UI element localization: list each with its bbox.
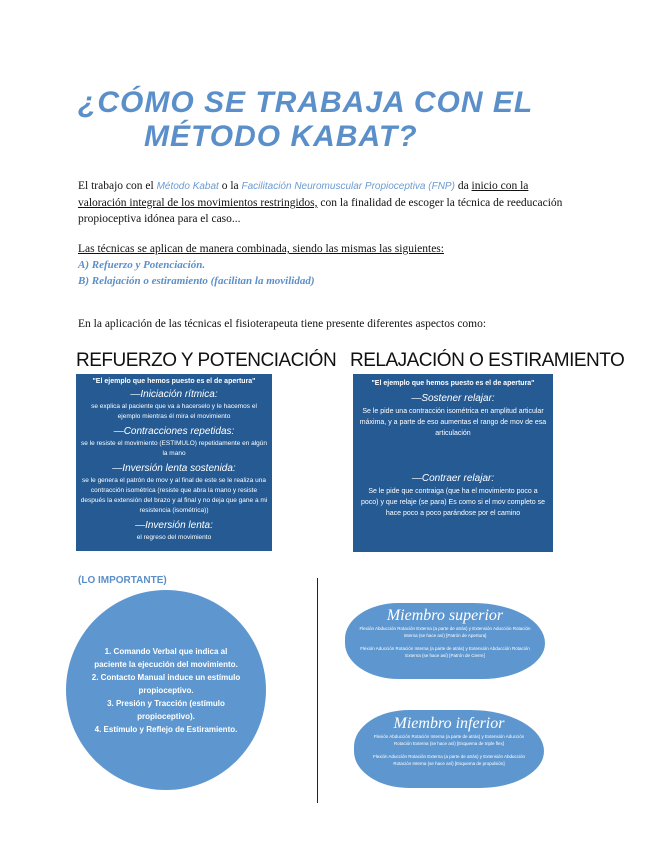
left-panel xyxy=(76,374,272,551)
intro-text-5: da xyxy=(454,180,472,192)
left-sub-4: — Inversión lenta: xyxy=(80,520,268,531)
intro-text-3: o la xyxy=(218,180,242,192)
important-title: (LO IMPORTANTE) xyxy=(78,575,167,586)
method-name: Método Kabat xyxy=(156,181,219,192)
left-sub-2: — Contracciones repetidas: xyxy=(80,426,268,437)
techniques-block xyxy=(78,241,568,289)
important-item: 4. Estímulo y Reflejo de Estiramiento. xyxy=(94,724,238,734)
lower-limb-line-2: Flexión Aducción Rotación Externa (a parte de atrás) y Extensión Abducción Rotación Interna (se hace así) [Esquema de propulsión] xyxy=(372,754,526,766)
lower-limb-line-1: Flexión Abducción Rotación Interna (a parte de atrás) y Extensión Aducción Rotación Externa (se hace así) [Esquema de triple flex] xyxy=(373,734,525,746)
techniques-lead: Las técnicas se aplican de manera combinada, siendo las mismas las siguientes: xyxy=(78,243,444,255)
upper-limb-line-2: Flexión Aducción Rotación Interna (a parte de atrás) y Extensión Abducción Rotación Externa (se hace así) [Patrón de Cierre] xyxy=(360,646,530,658)
important-circle xyxy=(66,590,266,790)
left-sub-3: — Inversión lenta sostenida: xyxy=(80,463,268,474)
right-sub-1: — Sostener relajar: xyxy=(359,393,547,404)
right-text-1: Se le pide una contracción isométrica en amplitud articular máxima, y a parte de eso aumentas el rango de mov de esa articulación xyxy=(359,408,547,437)
important-item: 3. Presión y Tracción (estímulo propioceptivo). xyxy=(107,698,225,721)
aspects-text: En la aplicación de las técnicas el fisioterapeuta tiene presente diferentes aspectos como: xyxy=(78,318,487,330)
intro-text-7: con la finalidad de escoger la técnica de reeducación propioceptiva idónea para el caso... xyxy=(78,197,563,225)
vertical-divider xyxy=(317,578,318,803)
important-item: 2. Contacto Manual induce un estímulo propioceptivo. xyxy=(91,672,241,695)
lower-limb-blob xyxy=(354,710,544,788)
upper-limb-title: Miembro superior xyxy=(386,607,504,624)
technique-b: B) Relajación o estiramiento (facilitan la movilidad) xyxy=(78,275,315,287)
left-panel-heading: REFUERZO Y POTENCIACIÓN xyxy=(76,350,337,371)
important-list xyxy=(91,645,241,736)
left-text-1: se explica al paciente que va a hacerselo y le hacemos el ejemplo mientras él mira el movimiento xyxy=(91,403,257,420)
right-panel-heading: RELAJACIÓN O ESTIRAMIENTO xyxy=(350,350,625,371)
page-title xyxy=(78,86,533,154)
title-line1: ¿CÓMO SE TRABAJA CON EL xyxy=(78,86,534,119)
upper-limb-blob xyxy=(345,603,545,679)
intro-paragraph xyxy=(78,178,568,227)
intro-underlined: inicio con la valoración integral de los movimientos restringidos, xyxy=(78,180,529,209)
right-panel xyxy=(353,374,553,552)
right-text-2: Se le pide que contraiga (que ha el movimiento poco a poco) y que relaje (se para) Es como si el mov completo se hace poco a poco parándose por el camino xyxy=(360,488,546,517)
upper-limb-line-1: Flexión Abducción Rotación Externa (a parte de atrás) y Extensión Aducción Rotación Interna (se hace así) [Patrón de Apertura] xyxy=(359,626,531,638)
intro-text-1: El trabajo con el xyxy=(78,180,157,192)
right-sub-2: — Contraer relajar: xyxy=(359,473,547,484)
lower-limb-title: Miembro inferior xyxy=(393,715,505,732)
left-quote: "El ejemplo que hemos puesto es el de apertura" xyxy=(92,378,256,385)
right-quote: "El ejemplo que hemos puesto es el de apertura" xyxy=(371,380,535,387)
left-text-4: el regreso del movimiento xyxy=(136,534,212,541)
technique-a: A) Refuerzo y Potenciación. xyxy=(78,259,206,271)
left-text-2: se le resiste el movimiento (ESTIMULO) repetidamente en algún la mano xyxy=(80,440,268,457)
important-item: 1. Comando Verbal que indica al paciente la ejecución del movimiento. xyxy=(94,646,238,669)
left-sub-1: — Iniciación rítmica: xyxy=(80,389,268,400)
left-text-3: se le genera el patrón de mov y al final de este se le realiza una contracción isométrica (resiste que abra la mano y resiste después la extensión del brazo y al final y no deja que gane a mi resistencia (isométrica)) xyxy=(80,477,268,514)
fnp-name: Facilitación Neuromuscular Propioceptiva (FNP) xyxy=(241,181,455,192)
title-line2: MÉTODO KABAT? xyxy=(144,120,418,153)
